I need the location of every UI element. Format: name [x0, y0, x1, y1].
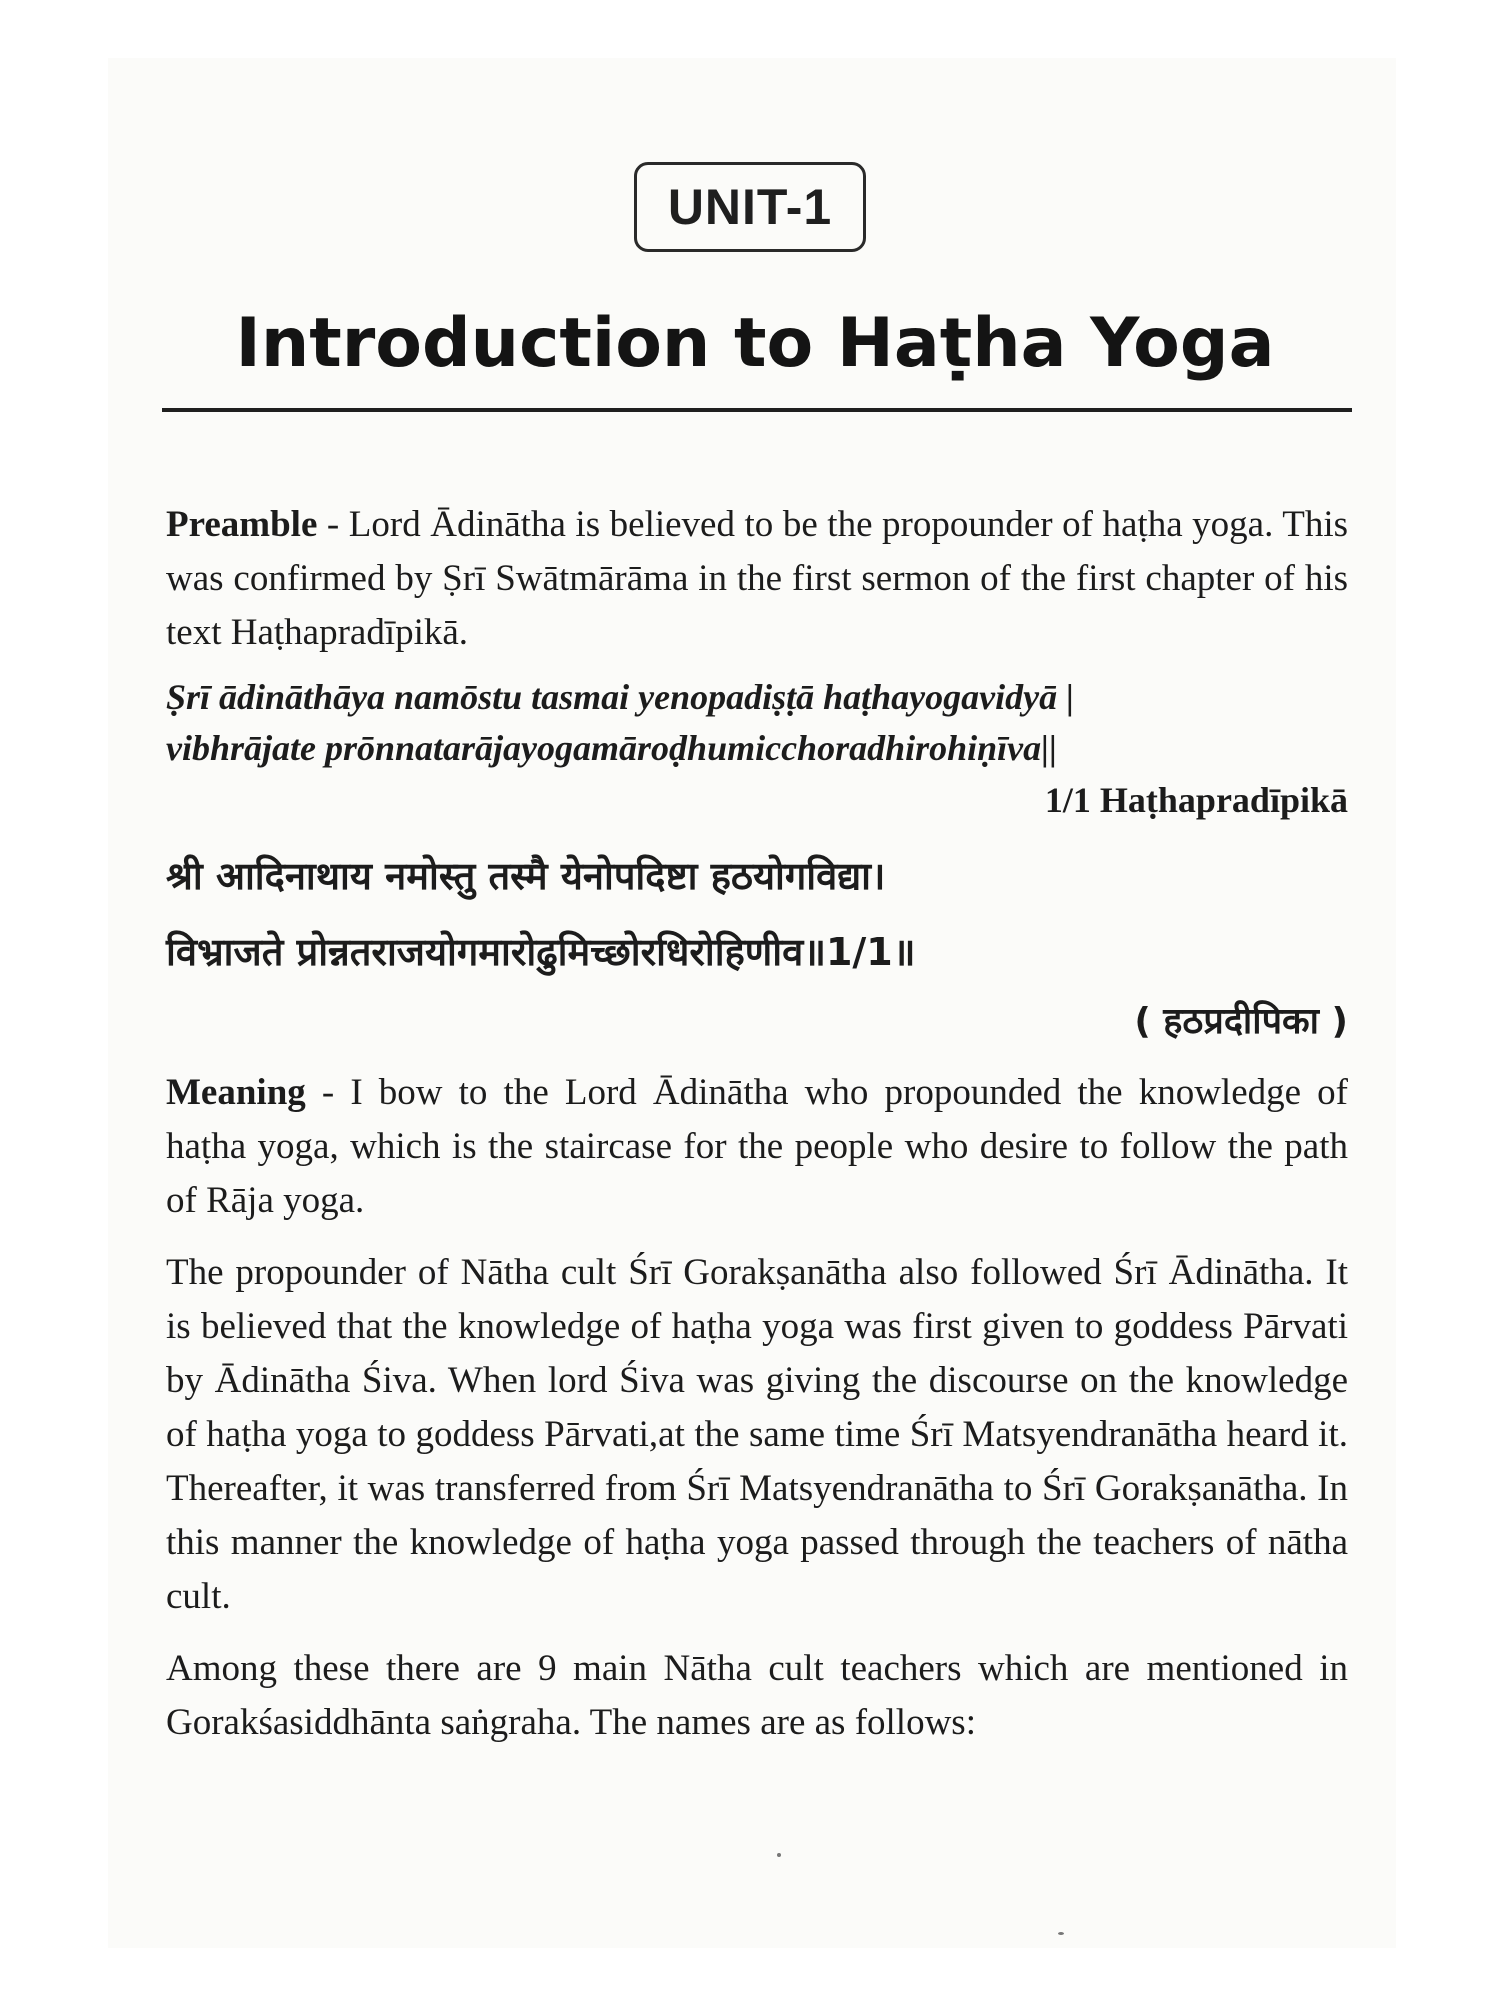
natha-lineage-paragraph: The propounder of Nātha cult Śrī Gorakṣanātha also followed Śrī Ādinātha. It is believed that the knowledge of haṭha yoga was first given to goddess Pārvati by Ādinātha Śiva. When lord Śiva was giving the discourse on the knowledge of haṭha yoga to goddess Pārvati,at the same time Śrī Matsyendranātha heard it. Thereafter, it was transferred from Śrī Matsyendranātha to Śrī Gorakṣanātha. In this manner the knowledge of haṭha yoga passed through the teachers of nātha cult.	[166, 1252, 1348, 1617]
verse-devanagari-line-2: विभ्राजते प्रोन्नतराजयोगमारोढुमिच्छोरधिरोहिणीव॥1/1॥	[166, 930, 916, 974]
chapter-title: Introduction to Haṭha Yoga	[235, 304, 1275, 383]
unit-label: UNIT-1	[634, 162, 866, 252]
meaning-lead: Meaning	[166, 1072, 306, 1113]
body-content	[166, 498, 1348, 1768]
verse-transliteration-line-2: vibhrājate prōnnatarājayogamāroḍhumicchoradhirohiṇīva||	[166, 728, 1057, 768]
natha-teachers-paragraph: Among these there are 9 main Nātha cult teachers which are mentioned in Gorakśasiddhānta saṅgraha. The names are as follows:	[166, 1648, 1348, 1743]
verse-transliteration-line-1: Ṣrī ādināthāya namōstu tasmai yenopadiṣṭā haṭhayogavidyā |	[166, 677, 1075, 717]
print-speck	[777, 1853, 781, 1857]
print-speck	[1058, 1932, 1064, 1935]
meaning-paragraph	[166, 1066, 1348, 1228]
preamble-paragraph	[166, 498, 1348, 660]
preamble-text: - Lord Ādinātha is believed to be the propounder of haṭha yoga. This was confirmed by Ṣrī Swātmārāma in the first sermon of the first chapter of his text Haṭhapradīpikā.	[166, 504, 1348, 653]
devanagari-citation: ( हठप्रदीपिका )	[1134, 1001, 1348, 1042]
title-underline	[162, 408, 1352, 412]
verse-citation: 1/1 Haṭhapradīpikā	[1044, 780, 1348, 820]
meaning-text: - I bow to the Lord Ādinātha who propounded the knowledge of haṭha yoga, which is the staircase for the people who desire to follow the path of Rāja yoga.	[166, 1072, 1348, 1221]
verse-devanagari-line-1: श्री आदिनाथाय नमोस्तु तस्मै येनोपदिष्टा हठयोगविद्या।	[166, 854, 886, 898]
preamble-lead: Preamble	[166, 504, 318, 545]
